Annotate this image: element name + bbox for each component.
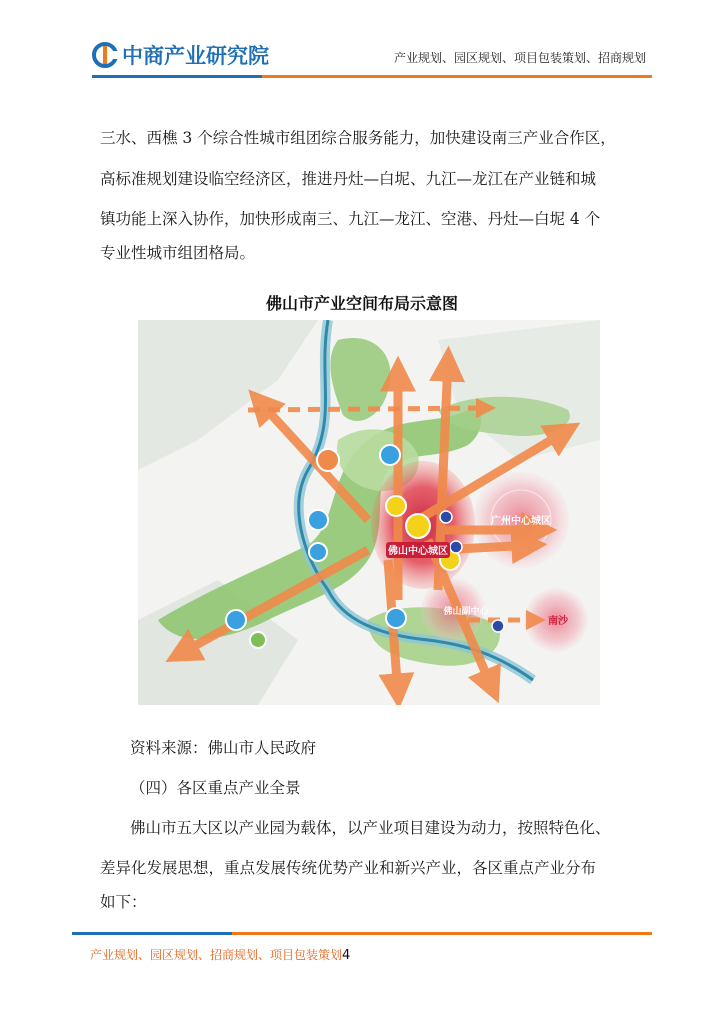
logo-icon xyxy=(92,42,118,68)
section-heading: （四）各区重点产业全景 xyxy=(130,779,301,797)
body-line: 如下： xyxy=(100,893,147,911)
logo-text: 中商产业研究院 xyxy=(122,44,269,68)
footer-text: 产业规划、园区规划、招商规划、项目包装策划 xyxy=(90,948,343,962)
footer-divider-orange xyxy=(232,932,652,935)
label-foshan-sub: 佛山副中心 xyxy=(443,606,489,616)
body-line: 镇功能上深入协作，加快形成南三、九江—龙江、空港、丹灶—白坭 4 个 xyxy=(100,210,601,228)
header-divider-orange xyxy=(262,75,652,78)
label-guangzhou-center: 广州中心城区 xyxy=(491,516,551,527)
company-logo xyxy=(92,40,269,70)
body-line: 专业性城市组团格局。 xyxy=(100,244,256,262)
label-foshan-center: 佛山中心城区 xyxy=(388,546,448,557)
footer-tagline xyxy=(90,946,350,963)
label-nansha: 南沙 xyxy=(548,616,568,627)
body-line: 三水、西樵 3 个综合性城市组团综合服务能力，加快建设南三产业合作区， xyxy=(100,129,616,147)
body-line: 差异化发展思想，重点发展传统优势产业和新兴产业，各区重点产业分布 xyxy=(100,859,597,877)
footer-divider-blue xyxy=(72,932,232,935)
page-number: 4 xyxy=(342,948,351,963)
header-divider-blue xyxy=(92,75,262,78)
source-line: 资料来源：佛山市人民政府 xyxy=(130,739,317,757)
header-tagline: 产业规划、园区规划、项目包装策划、招商规划 xyxy=(393,51,646,65)
foshan-layout-map xyxy=(138,320,600,705)
figure-title: 佛山市产业空间布局示意图 xyxy=(265,294,458,313)
body-line: 佛山市五大区以产业园为载体，以产业项目建设为动力，按照特色化、 xyxy=(130,819,611,837)
body-line: 高标准规划建设临空经济区，推进丹灶—白坭、九江—龙江在产业链和城 xyxy=(100,170,597,188)
